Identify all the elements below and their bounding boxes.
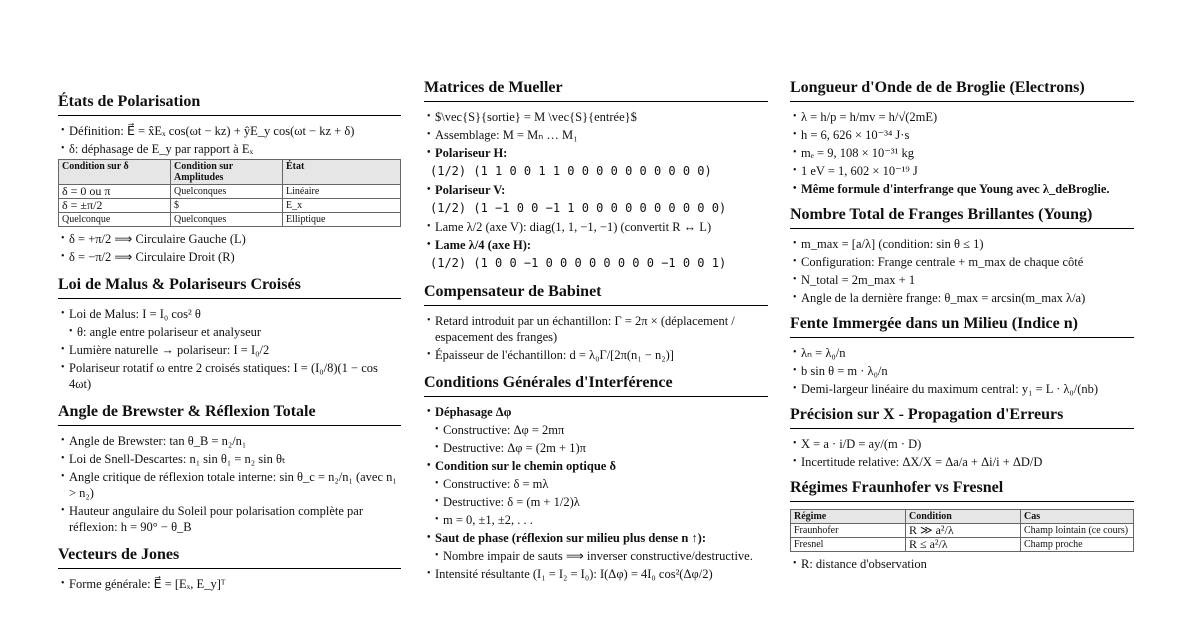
bsin-item: • b sin θ = m · λ₀/n xyxy=(790,363,1134,379)
table-cell: Fraunhofer xyxy=(791,524,906,538)
rotatif-item: • Polariseur rotatif ω entre 2 croisés statiques: I = (I₀/8)(1 − cos 4ωt) xyxy=(58,360,401,392)
section-title-jones: Vecteurs de Jones xyxy=(58,546,401,569)
saut-item: • Saut de phase (réflexion sur milieu plus dense n ↑): xyxy=(424,530,768,546)
dephasage-item: • Déphasage Δφ xyxy=(424,404,768,420)
table-cell: Fresnel xyxy=(791,538,906,552)
m-values-item: • m = 0, ±1, ±2, . . . xyxy=(424,512,768,528)
jones-item: • Forme générale: E⃗ = [Eₓ, E_y]ᵀ xyxy=(58,576,401,592)
table-row xyxy=(791,538,1134,552)
mmax-item: • m_max = [a/λ] (condition: sin θ ≤ 1) xyxy=(790,236,1134,252)
table-header: Condition xyxy=(906,510,1021,524)
nombre-impair-item: • Nombre impair de sauts ⟹ inverser constructive/destructive. xyxy=(424,548,768,564)
theta-item: • θ: angle entre polariseur et analyseur xyxy=(58,324,401,340)
table-header: État xyxy=(283,160,401,185)
section-title-fraunhofer: Régimes Fraunhofer vs Fresnel xyxy=(790,479,1134,502)
demi-largeur-item: • Demi-largeur linéaire du maximum central: y₁ = L · λ₀/(nb) xyxy=(790,381,1134,397)
table-cell: Elliptique xyxy=(283,213,401,227)
constructive-phase-item: • Constructive: Δφ = 2mπ xyxy=(424,422,768,438)
table-header: Régime xyxy=(791,510,906,524)
destructive-phase-item: • Destructive: Δφ = (2m + 1)π xyxy=(424,440,768,456)
definition-item: • Définition: E⃗ = x̂Eₓ cos(ωt − kz) + ŷE_y cos(ωt − kz + δ) xyxy=(58,123,401,139)
ev-item: • 1 eV = 1, 602 × 10⁻¹⁹ J xyxy=(790,163,1134,179)
polariseur-v-label: • Polariseur V: xyxy=(424,182,768,198)
column-3 xyxy=(790,79,1134,574)
section-title-malus: Loi de Malus & Polariseurs Croisés xyxy=(58,276,401,299)
ntotal-item: • N_total = 2m_max + 1 xyxy=(790,272,1134,288)
destructive-chemin-item: • Destructive: δ = (m + 1/2)λ xyxy=(424,494,768,510)
section-title-mueller: Matrices de Mueller xyxy=(424,79,768,102)
table-cell: R ≫ a²/λ xyxy=(906,524,1021,538)
lame-demi-item: • Lame λ/2 (axe V): diag(1, 1, −1, −1) (convertit R ↔ L) xyxy=(424,219,768,235)
retard-item: • Retard introduit par un échantillon: Γ = 2π × (déplacement / espacement des franges) xyxy=(424,313,768,345)
table-cell: δ = 0 ou π xyxy=(59,185,171,199)
section-title-brewster: Angle de Brewster & Réflexion Totale xyxy=(58,403,401,426)
mueller-raw-item: • $\vec{S}{sortie} = M \vec{S}{entrée}$ xyxy=(424,109,768,125)
polariseur-h-label: • Polariseur H: xyxy=(424,145,768,161)
brewster-item: • Angle de Brewster: tan θ_B = n₂/n₁ xyxy=(58,433,401,449)
circulaire-gauche-item: • δ = +π/2 ⟹ Circulaire Gauche (L) xyxy=(58,231,401,247)
assemblage-item: • Assemblage: M = Mₙ … M₁ xyxy=(424,127,768,143)
lame-quart-matrix: (1/2) (1 0 0 −1 0 0 0 0 0 0 0 0 −1 0 0 1) xyxy=(430,256,727,270)
table-cell: Champ proche xyxy=(1021,538,1134,552)
polarisation-table xyxy=(58,159,401,227)
table-header: Condition sur δ xyxy=(59,160,171,185)
x-formula-item: • X = a · i/D = ay/(m · D) xyxy=(790,436,1134,452)
electron-mass-item: • mₑ = 9, 108 × 10⁻³¹ kg xyxy=(790,145,1134,161)
table-row xyxy=(59,199,401,213)
meme-formule-item: • Même formule d'interfrange que Young avec λ_deBroglie. xyxy=(790,181,1134,197)
lambda-n-item: • λₙ = λ₀/n xyxy=(790,345,1134,361)
section-title-broglie: Longueur d'Onde de de Broglie (Electrons) xyxy=(790,79,1134,102)
table-header-row xyxy=(59,160,401,185)
table-header: Condition sur Amplitudes xyxy=(171,160,283,185)
critique-item: • Angle critique de réflexion totale interne: sin θ_c = n₂/n₁ (avec n₁ > n₂) xyxy=(58,469,401,501)
table-cell: Champ lointain (ce cours) xyxy=(1021,524,1134,538)
epaisseur-item: • Épaisseur de l'échantillon: d = λ₀Γ/[2π(n₁ − n₂)] xyxy=(424,347,768,363)
table-cell: Quelconques xyxy=(171,213,283,227)
section-title-etats: États de Polarisation xyxy=(58,93,401,116)
table-header-row xyxy=(791,510,1134,524)
column-2 xyxy=(424,79,768,584)
delta-item: • δ: déphasage de E_y par rapport à Eₓ xyxy=(58,141,401,157)
broglie-formula-item: • λ = h/p = h/mv = h/√(2mE) xyxy=(790,109,1134,125)
intensite-item: • Intensité résultante (I₁ = I₂ = I₀): I(Δφ) = 4I₀ cos²(Δφ/2) xyxy=(424,566,768,582)
configuration-item: • Configuration: Frange centrale + m_max de chaque côté xyxy=(790,254,1134,270)
section-title-precision: Précision sur X - Propagation d'Erreurs xyxy=(790,406,1134,429)
lame-quart-label: • Lame λ/4 (axe H): xyxy=(424,237,768,253)
table-cell: δ = ±π/2 xyxy=(59,199,171,213)
table-cell: Quelconque xyxy=(59,213,171,227)
incertitude-item: • Incertitude relative: ΔX/X = Δa/a + Δi/i + ΔD/D xyxy=(790,454,1134,470)
soleil-item: • Hauteur angulaire du Soleil pour polarisation complète par réflexion: h = 90° − θ_B xyxy=(58,503,401,535)
planck-item: • h = 6, 626 × 10⁻³⁴ J·s xyxy=(790,127,1134,143)
polariseur-v-matrix: (1/2) (1 −1 0 0 −1 1 0 0 0 0 0 0 0 0 0 0) xyxy=(430,201,727,215)
column-1 xyxy=(58,93,401,594)
snell-item: • Loi de Snell-Descartes: n₁ sin θ₁ = n₂ sin θₜ xyxy=(58,451,401,467)
polariseur-h-matrix: (1/2) (1 1 0 0 1 1 0 0 0 0 0 0 0 0 0 0) xyxy=(430,164,712,178)
table-header: Cas xyxy=(1021,510,1134,524)
r-distance-item: • R: distance d'observation xyxy=(790,556,1134,572)
section-title-babinet: Compensateur de Babinet xyxy=(424,283,768,306)
regime-table xyxy=(790,509,1134,552)
circulaire-droit-item: • δ = −π/2 ⟹ Circulaire Droit (R) xyxy=(58,249,401,265)
table-cell: Linéaire xyxy=(283,185,401,199)
section-title-interference: Conditions Générales d'Interférence xyxy=(424,374,768,397)
malus-item: • Loi de Malus: I = I₀ cos² θ xyxy=(58,306,401,322)
derniere-frange-item: • Angle de la dernière frange: θ_max = arcsin(m_max λ/a) xyxy=(790,290,1134,306)
constructive-chemin-item: • Constructive: δ = mλ xyxy=(424,476,768,492)
section-title-fente: Fente Immergée dans un Milieu (Indice n) xyxy=(790,315,1134,338)
table-row xyxy=(59,213,401,227)
chemin-item: • Condition sur le chemin optique δ xyxy=(424,458,768,474)
section-title-franges: Nombre Total de Franges Brillantes (Young) xyxy=(790,206,1134,229)
table-row xyxy=(59,185,401,199)
table-cell: R ≤ a²/λ xyxy=(906,538,1021,552)
table-cell: $ xyxy=(171,199,283,213)
table-cell: E_x xyxy=(283,199,401,213)
table-cell: Quelconques xyxy=(171,185,283,199)
table-row xyxy=(791,524,1134,538)
naturelle-item: • Lumière naturelle → polariseur: I = I₀/2 xyxy=(58,342,401,358)
